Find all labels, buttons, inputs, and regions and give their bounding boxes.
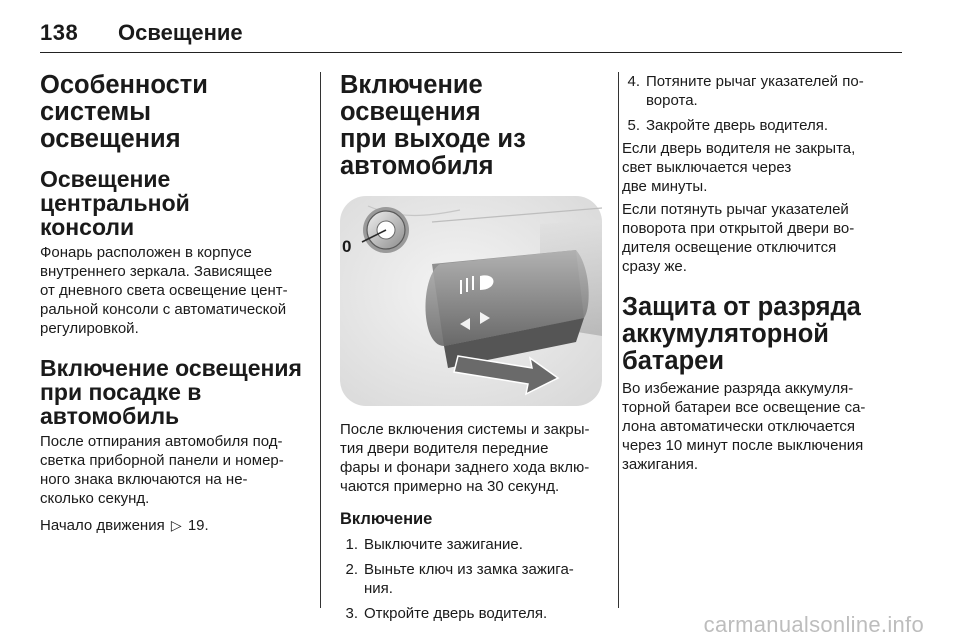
- page-number: 138: [40, 20, 79, 45]
- cross-reference[interactable]: [40, 516, 302, 535]
- heading-exit-lighting: Включение освещения при выходе из автомобиля: [340, 71, 526, 180]
- heading-console-lighting: Освещение центральной консоли: [40, 166, 190, 240]
- column-right: [622, 72, 907, 474]
- page-header: [40, 10, 902, 53]
- heading-lighting-features: Особенности системы освещения: [40, 71, 208, 153]
- list-item: 2. Выньте ключ из замка зажига- ния.: [345, 561, 574, 597]
- switch-position-label: 0: [342, 237, 352, 256]
- paragraph-console-lighting: Фонарь расположен в корпусе внутреннего зеркала. Зависящее от дневного света освещение цент- ральной консоли с автоматической регулировкой.: [40, 244, 288, 337]
- list-item: 1. Выключите зажигание.: [345, 536, 523, 553]
- reference-page: 19.: [187, 517, 209, 534]
- reference-text: Начало движения: [40, 517, 165, 534]
- paragraph-lever-pull: Если потянуть рычаг указателей поворота при открытой двери во- дителя освещение отключится сразу же.: [622, 201, 855, 275]
- subheading-activation: Включение: [340, 510, 433, 528]
- activation-steps: [340, 535, 605, 623]
- activation-steps-continued: [622, 72, 907, 135]
- paragraph-entry-lighting: После отпирания автомобиля под- светка приборной панели и номер- ного знака включаются на не- сколько секунд.: [40, 433, 284, 507]
- paragraph-door-open: Если дверь водителя не закрыта, свет выключается через две минуты.: [622, 140, 856, 195]
- heading-battery-protection: Защита от разряда аккумуляторной батареи: [622, 293, 861, 375]
- paragraph-exit-lighting: После включения системы и закры- тия двери водителя передние фары и фонари заднего хода вклю- чаются примерно на 30 секунд.: [340, 421, 590, 495]
- column-middle: [340, 72, 605, 623]
- page-reference-arrow-icon: ▷: [170, 517, 182, 533]
- list-item: 4. Потяните рычаг указателей по- ворота.: [627, 73, 864, 109]
- column-divider: [320, 72, 321, 608]
- heading-entry-lighting: Включение освещения при посадке в автомобиль: [40, 355, 302, 429]
- list-item: 5. Закройте дверь водителя.: [627, 117, 828, 134]
- list-item: 3. Откройте дверь водителя.: [345, 605, 548, 622]
- paragraph-battery-protection: Во избежание разряда аккумуля- торной батареи все освещение са- лона автоматически отключается через 10 минут после выключения зажигания.: [622, 380, 866, 473]
- section-title: Освещение: [118, 20, 243, 45]
- watermark: carmanualsonline.info: [703, 612, 924, 637]
- column-divider: [618, 72, 619, 608]
- column-left: [40, 72, 302, 535]
- turn-signal-lever-illustration: [340, 196, 602, 406]
